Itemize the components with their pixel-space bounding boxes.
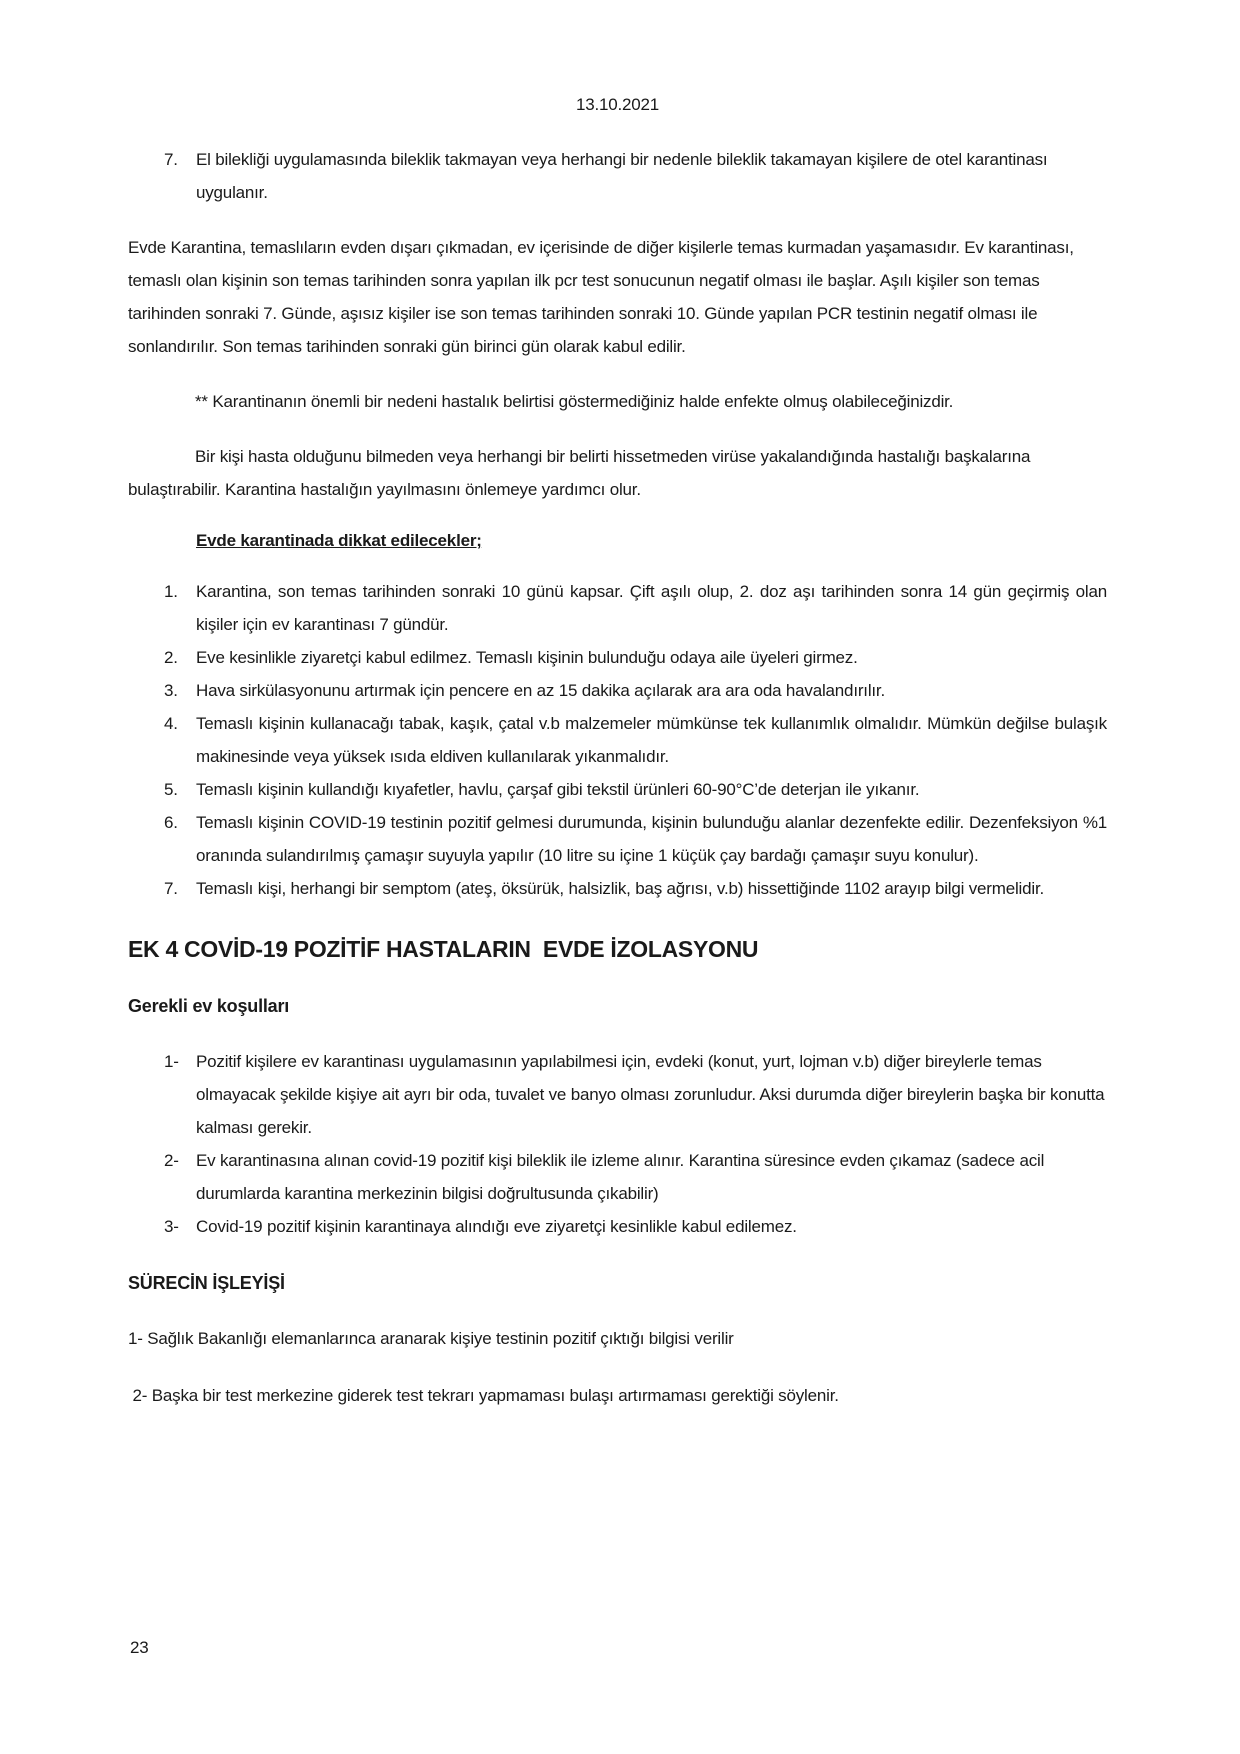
paragraph-bulastirma: Bir kişi hasta olduğunu bilmeden veya herhangi bir belirti hissetmeden virüse yakalandığında hastalığı başkalarına bulaştırabilir. Karantina hastalığın yayılmasını önlemeye yardımcı olur.	[128, 447, 1031, 499]
item-marker: 2.	[164, 648, 178, 667]
item-text: El bilekliği uygulamasında bileklik takmayan veya herhangi bir nedenle bileklik takamayan kişilere de otel karantinası uygulanır.	[196, 150, 1048, 202]
subheading-surecin-isleyisi: SÜRECİN İŞLEYİŞİ	[128, 1273, 285, 1293]
item-text: Temaslı kişinin COVID-19 testinin pozitif gelmesi durumunda, kişinin bulunduğu alanlar dezenfekte edilir. Dezenfeksiyon %1 oranında sulandırılmış çamaşır suyuyla yapılır (10 litre su içine 1 küçük çay bardağı çamaşır suyu konulur).	[196, 813, 1107, 865]
kosullar-list	[128, 1045, 1107, 1243]
process-step: 2- Başka bir test merkezine giderek test tekrarı yapmaması bulaşı artırmaması gerektiği söylenir.	[128, 1386, 839, 1405]
item-marker: 7.	[164, 150, 178, 169]
item-text: Covid-19 pozitif kişinin karantinaya alındığı eve ziyaretçi kesinlikle kabul edilemez.	[196, 1217, 797, 1236]
item-marker: 7.	[164, 879, 178, 898]
list-item	[128, 707, 1107, 773]
paragraph-karantina-nedeni: ** Karantinanın önemli bir nedeni hastalık belirtisi göstermediğiniz halde enfekte olmuş olabileceğinizdir.	[195, 392, 954, 411]
list-item	[128, 674, 1107, 707]
paragraph-evde-karantina: Evde Karantina, temaslıların evden dışarı çıkmadan, ev içerisinde de diğer kişilerle temas kurmadan yaşamasıdır. Ev karantinası, temaslı olan kişinin son temas tarihinden sonra yapılan ilk pcr test sonucunun negatif olması ile başlar. Aşılı kişiler son temas tarihinden sonraki 7. Günde, aşısız kişiler ise son temas tarihinden sonraki 10. Günde yapılan PCR testinin negatif olması ile sonlandırılır. Son temas tarihinden sonraki gün birinci gün olarak kabul edilir.	[128, 238, 1074, 356]
item-text: Pozitif kişilere ev karantinası uygulamasının yapılabilmesi için, evdeki (konut, yurt, lojman v.b) diğer bireylerle temas olmayacak şekilde kişiye ait ayrı bir oda, tuvalet ve banyo olması zorunludur. Aksi durumda diğer bireylerin başka bir konutta kalması gerekir.	[196, 1052, 1105, 1137]
list-item	[128, 143, 1107, 209]
list-item	[128, 773, 1107, 806]
item-text: Karantina, son temas tarihinden sonraki 10 günü kapsar. Çift aşılı olup, 2. doz aşı tarihinden sonra 14 gün geçirmiş olan kişiler için ev karantinası 7 gündür.	[196, 582, 1107, 634]
list-item	[128, 872, 1107, 905]
list-item	[128, 641, 1107, 674]
dikkat-list	[128, 575, 1107, 905]
item-text: Temaslı kişinin kullanacağı tabak, kaşık, çatal v.b malzemeler mümkünse tek kullanımlık olmalıdır. Mümkün değilse bulaşık makinesinde veya yüksek ısıda eldiven kullanılarak yıkanmalıdır.	[196, 714, 1107, 766]
item-marker: 1-	[164, 1052, 179, 1071]
document-date: 13.10.2021	[575, 95, 660, 114]
list-item	[128, 1045, 1107, 1144]
section-heading-dikkat: Evde karantinada dikkat edilecekler;	[196, 531, 482, 550]
item-marker: 5.	[164, 780, 178, 799]
item-text: Temaslı kişi, herhangi bir semptom (ateş, öksürük, halsizlik, baş ağrısı, v.b) hissettiğinde 1102 arayıp bilgi vermelidir.	[196, 879, 1045, 898]
item-marker: 6.	[164, 813, 178, 832]
heading-ek4-evde-izolasyonu: EK 4 COVİD-19 POZİTİF HASTALARIN EVDE İZOLASYONU	[128, 936, 759, 962]
item-marker: 3.	[164, 681, 178, 700]
list-item	[128, 575, 1107, 641]
process-step: 1- Sağlık Bakanlığı elemanlarınca aranarak kişiye testinin pozitif çıktığı bilgisi verilir	[128, 1329, 734, 1348]
item-marker: 4.	[164, 714, 178, 733]
item-marker: 3-	[164, 1217, 179, 1236]
item-marker: 2-	[164, 1151, 179, 1170]
list-item	[128, 1144, 1107, 1210]
intro-list	[128, 143, 1107, 209]
list-item	[128, 806, 1107, 872]
subheading-gerekli-ev-kosullari: Gerekli ev koşulları	[128, 996, 290, 1016]
list-item	[128, 1210, 1107, 1243]
item-marker: 1.	[164, 582, 178, 601]
item-text: Eve kesinlikle ziyaretçi kabul edilmez. Temaslı kişinin bulunduğu odaya aile üyeleri girmez.	[196, 648, 858, 667]
item-text: Temaslı kişinin kullandığı kıyafetler, havlu, çarşaf gibi tekstil ürünleri 60-90°C’de deterjan ile yıkanır.	[196, 780, 920, 799]
item-text: Hava sirkülasyonunu artırmak için pencere en az 15 dakika açılarak ara ara oda havalandırılır.	[196, 681, 885, 700]
item-text: Ev karantinasına alınan covid-19 pozitif kişi bileklik ile izleme alınır. Karantina süresince evden çıkamaz (sadece acil durumlarda karantina merkezinin bilgisi doğrultusunda çıkabilir)	[196, 1151, 1045, 1203]
page-number: 23	[130, 1638, 149, 1657]
